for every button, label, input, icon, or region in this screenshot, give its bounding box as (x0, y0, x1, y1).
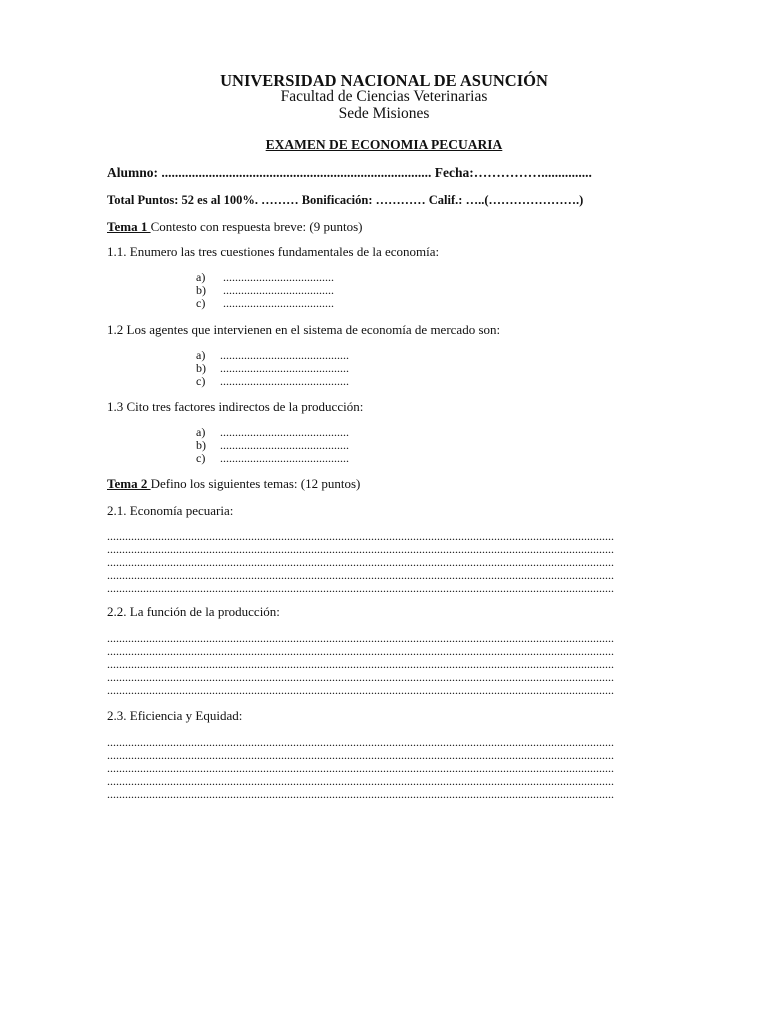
answer-lines-2-3 (107, 736, 659, 801)
faculty-name: Facultad de Ciencias Veterinarias (280, 88, 488, 105)
question-1-3: 1.3 Cito tres factores indirectos de la producción: (107, 399, 364, 414)
answer-line: ......................................................................................................................................................................... (107, 736, 614, 749)
list-item: a) ........................................... (196, 348, 349, 362)
answer-lines-2-2 (107, 632, 659, 697)
exam-title: EXAMEN DE ECONOMIA PECUARIA (265, 137, 503, 152)
campus-name: Sede Misiones (338, 105, 430, 122)
answer-line: ......................................................................................................................................................................... (107, 671, 614, 684)
list-item: a) ..................................... (196, 270, 334, 284)
tema1-label: Tema 1 (107, 219, 151, 234)
fecha-field: Fecha:……………............... (434, 165, 592, 180)
list-item: b) ........................................... (196, 438, 349, 452)
answer-list-1-2 (196, 349, 349, 388)
list-item: c) ..................................... (196, 296, 334, 310)
answer-line: ......................................................................................................................................................................... (107, 530, 614, 543)
list-item: a) ........................................... (196, 425, 349, 439)
question-1-1: 1.1. Enumero las tres cuestiones fundamentales de la economía: (107, 244, 440, 259)
alumno-field: Alumno: ................................................................................ (107, 165, 432, 180)
tema1-text: Contesto con respuesta breve: (9 puntos) (150, 219, 363, 234)
list-item: c) ........................................... (196, 451, 349, 465)
answer-line: ......................................................................................................................................................................... (107, 632, 614, 645)
list-item: b) ..................................... (196, 283, 334, 297)
question-2-1: 2.1. Economía pecuaria: (107, 503, 234, 518)
tema2-label: Tema 2 (107, 476, 151, 491)
list-item: c) ........................................... (196, 374, 349, 388)
answer-line: ......................................................................................................................................................................... (107, 658, 614, 671)
answer-list-1-3 (196, 426, 349, 465)
tema1-heading (107, 219, 363, 235)
question-2-2: 2.2. La función de la producción: (107, 604, 280, 619)
tema2-heading (107, 476, 360, 492)
answer-line: ......................................................................................................................................................................... (107, 684, 614, 697)
question-2-3: 2.3. Eficiencia y Equidad: (107, 708, 243, 723)
answer-line: ......................................................................................................................................................................... (107, 762, 614, 775)
answer-line: ......................................................................................................................................................................... (107, 749, 614, 762)
tema2-text: Defino los siguientes temas: (12 puntos) (150, 476, 361, 491)
answer-line: ......................................................................................................................................................................... (107, 645, 614, 658)
list-item: b) ........................................... (196, 361, 349, 375)
answer-line: ......................................................................................................................................................................... (107, 788, 614, 801)
totals-line: Total Puntos: 52 es al 100%. ……… Bonificación: ………… Calif.: …..(………………….) (107, 193, 584, 207)
answer-line: ......................................................................................................................................................................... (107, 775, 614, 788)
question-1-2: 1.2 Los agentes que intervienen en el sistema de economía de mercado son: (107, 322, 501, 337)
answer-list-1-1 (196, 271, 334, 310)
answer-line: ......................................................................................................................................................................... (107, 556, 614, 569)
answer-line: ......................................................................................................................................................................... (107, 582, 614, 595)
answer-line: ......................................................................................................................................................................... (107, 569, 614, 582)
university-title: UNIVERSIDAD NACIONAL DE ASUNCIÓN (220, 71, 548, 90)
answer-lines-2-1 (107, 530, 659, 595)
student-name-line (107, 165, 592, 181)
answer-line: ......................................................................................................................................................................... (107, 543, 614, 556)
